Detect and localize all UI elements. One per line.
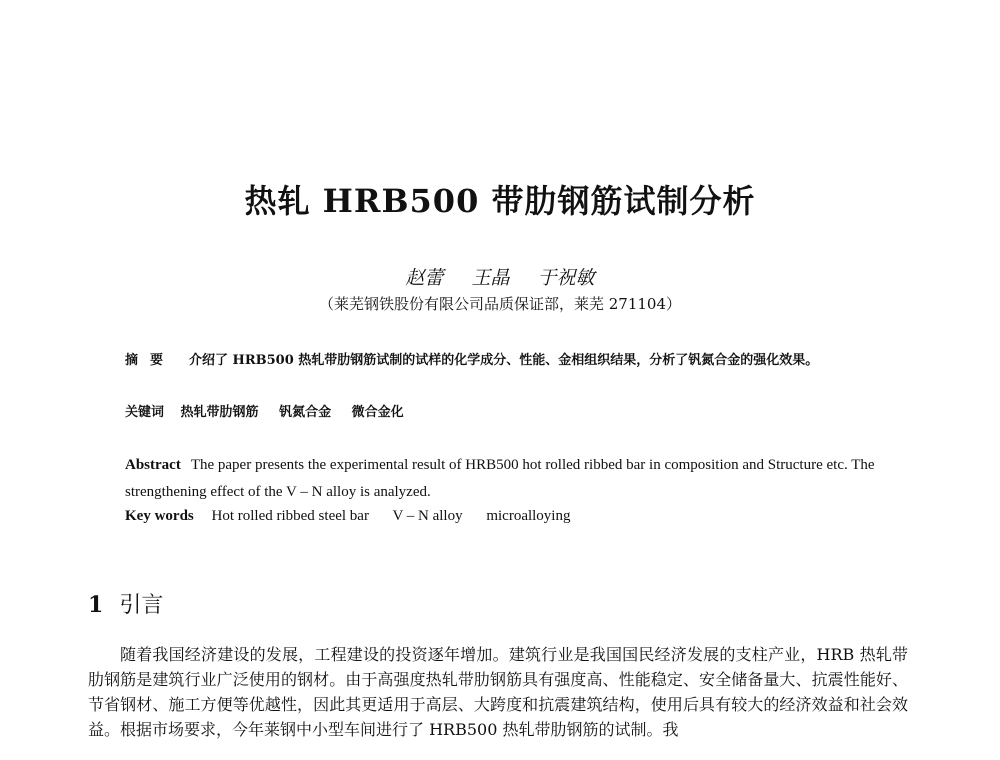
abstract-en-label: Abstract: [125, 457, 181, 473]
keywords-cn-label: 关键词: [125, 405, 165, 420]
section-title: 引言: [119, 593, 164, 618]
keywords-chinese: [125, 401, 420, 420]
author-name: 王晶: [471, 267, 510, 289]
keyword-cn: 微合金化: [351, 405, 404, 420]
keyword-en: V – N alloy: [392, 508, 463, 524]
section-number: 1: [88, 592, 104, 618]
affiliation: （莱芜钢铁股份有限公司品质保证部，莱芜 271104）: [318, 295, 682, 313]
keyword-cn: 钒氮合金: [279, 405, 332, 420]
keywords-en-label: Key words: [125, 508, 194, 524]
keyword-cn: 热轧带肋钢筋: [180, 405, 259, 420]
abstract-cn-label: 摘要: [125, 353, 176, 368]
author-name: 于祝敏: [537, 267, 595, 289]
author-name: 赵蕾: [405, 267, 444, 289]
paper-title: 热轧 HRB500 带肋钢筋试制分析: [244, 182, 756, 220]
keyword-en: Hot rolled ribbed steel bar: [211, 508, 369, 524]
author-list: [0, 263, 1000, 290]
abstract-en-text: The paper presents the experimental result of HRB500 hot rolled ribbed bar in composition and Structure etc. The strengthening effect of the V – N alloy is analyzed.: [125, 457, 875, 500]
abstract-chinese: [125, 348, 885, 374]
abstract-english: [125, 452, 875, 506]
abstract-cn-text: 介绍了 HRB500 热轧带肋钢筋试制的试样的化学成分、性能、金相组织结果，分析了钒氮合金的强化效果。: [189, 353, 819, 368]
keywords-english: [125, 508, 590, 525]
section-heading: [88, 588, 163, 619]
body-paragraph: 随着我国经济建设的发展，工程建设的投资逐年增加。建筑行业是我国国民经济发展的支柱产业，HRB 热轧带肋钢筋是建筑行业广泛使用的钢材。由于高强度热轧带肋钢筋具有强度高、性能稳定、安全储备量大、抗震性能好、节省钢材、施工方便等优越性，因此其更适用于高层、大跨度和抗震建筑结构，使用后具有较大的经济效益和社会效益。根据市场要求，今年莱钢中小型车间进行了 HRB500 热轧带肋钢筋的试制。我: [88, 645, 908, 739]
keyword-en: microalloying: [486, 508, 571, 524]
